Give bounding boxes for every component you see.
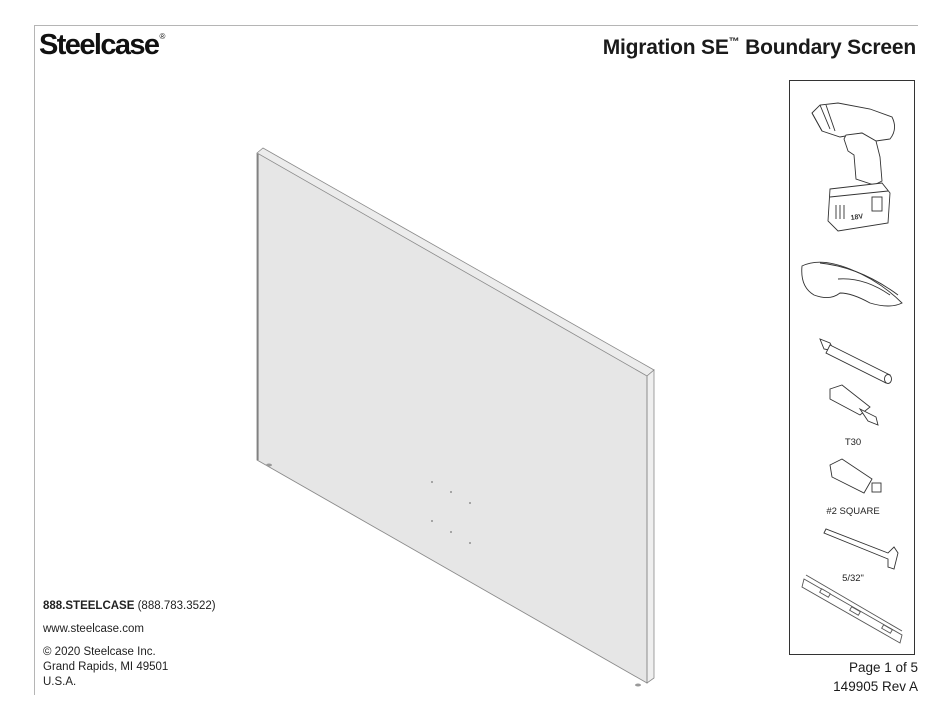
- required-tools-panel: [789, 80, 915, 655]
- mounting-rail-icon: [802, 575, 902, 643]
- torx-bit-icon: [830, 385, 878, 425]
- bit-holder-icon: [820, 339, 892, 384]
- title-product: Migration SE: [602, 36, 729, 59]
- hex-key-label: 5/32": [842, 573, 864, 584]
- battery-label: 18V: [850, 213, 864, 222]
- brand-name: Steelcase: [39, 29, 159, 61]
- tools-illustrations: [790, 81, 916, 656]
- phone-word: 888.STEELCASE: [43, 600, 135, 612]
- registered-mark: ®: [159, 32, 166, 42]
- square-bit-label: #2 SQUARE: [826, 506, 880, 517]
- country-line: U.S.A.: [43, 676, 77, 688]
- company-address: [43, 645, 168, 690]
- phone-contact: [43, 599, 216, 614]
- copyright-line: © 2020 Steelcase Inc.: [43, 646, 156, 658]
- page-indicator: Page 1 of 5: [848, 660, 918, 675]
- website-link[interactable]: www.steelcase.com: [43, 623, 144, 635]
- cordless-drill-icon: [812, 103, 895, 231]
- trademark-mark: ™: [728, 36, 740, 48]
- document-number: 149905 Rev A: [833, 679, 918, 694]
- torx-bit-label: T30: [844, 437, 862, 448]
- hex-key-icon: [824, 529, 898, 569]
- title-rest: Boundary Screen: [739, 36, 916, 59]
- phone-number: (888.783.3522): [134, 600, 216, 612]
- square-bit-icon: [830, 459, 881, 493]
- address-line: Grand Rapids, MI 49501: [43, 661, 169, 673]
- safety-glasses-icon: [802, 262, 902, 306]
